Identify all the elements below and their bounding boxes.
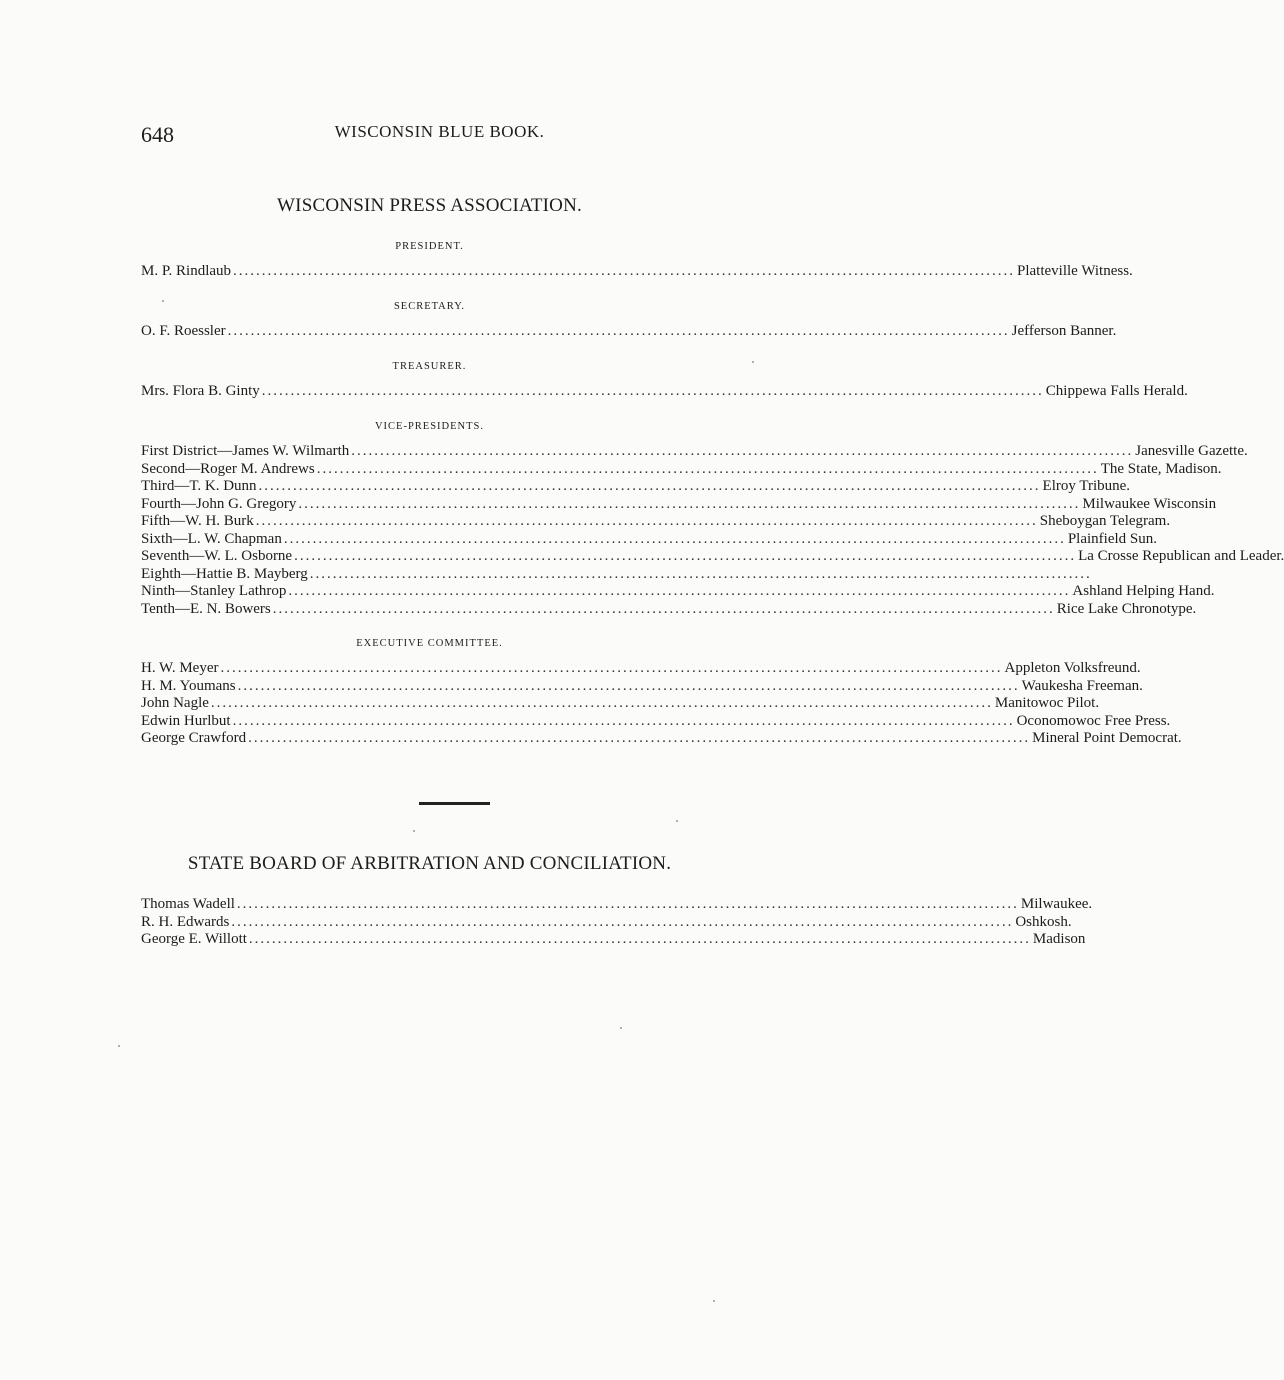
officer-newspaper: Jefferson Banner.: [1011, 323, 1117, 339]
officer-name: Eighth—Hattie B. Mayberg: [141, 565, 308, 582]
officer-name: Ninth—Stanley Lathrop: [141, 583, 287, 599]
list-item: [141, 694, 1100, 712]
list-item: [141, 460, 1222, 478]
heading-executive-committee: EXECUTIVE COMMITTEE.: [356, 638, 503, 649]
member-city: Milwaukee.: [1020, 896, 1093, 912]
president-row: [141, 262, 1133, 280]
leader-dots: ........................................................................................................................................: [236, 896, 1019, 912]
leader-dots: ........................................................................................................................................: [220, 660, 1003, 676]
list-item: [141, 477, 1131, 495]
list-item: [141, 712, 1171, 730]
scan-speck: [162, 300, 164, 302]
officer-name: M. P. Rindlaub: [141, 263, 232, 279]
scan-speck: [676, 820, 678, 822]
member-name: R. H. Edwards: [141, 913, 230, 930]
scan-speck: [413, 830, 415, 832]
list-item: [141, 677, 1143, 695]
member-newspaper: Oconomowoc Free Press.: [1016, 712, 1171, 729]
heading-secretary: SECRETARY.: [393, 301, 466, 312]
officer-newspaper: Milwaukee Wisconsin: [1082, 495, 1217, 512]
leader-dots: ........................................................................................................................................: [298, 495, 1081, 512]
list-item: [141, 512, 1171, 530]
list-item: [141, 895, 1093, 913]
leader-dots: ........................................................................................................................................: [283, 530, 1066, 547]
list-item: [141, 442, 1248, 460]
leader-dots: ........................................................................................................................................: [248, 931, 1031, 947]
scan-speck: [713, 1300, 715, 1302]
officer-name: Fifth—W. H. Burk: [141, 513, 254, 529]
running-head: [0, 122, 859, 142]
leader-dots: ........................................................................................................................................: [258, 478, 1041, 494]
officer-name: O. F. Roessler: [141, 323, 226, 339]
page-number: 648: [141, 122, 174, 147]
leader-dots: ........................................................................................................................................: [261, 383, 1044, 399]
officer-name: Second—Roger M. Andrews: [141, 460, 315, 477]
running-title: WISCONSIN BLUE BOOK.: [334, 122, 545, 141]
leader-dots: ........................................................................................................................................: [288, 583, 1071, 599]
officer-name: Third—T. K. Dunn: [141, 478, 257, 494]
list-item: [141, 582, 1215, 600]
heading-president: PRESIDENT.: [395, 241, 464, 252]
officer-newspaper: La Crosse Republican and Leader.: [1078, 548, 1284, 564]
officer-name: First District—James W. Wilmarth: [141, 443, 350, 459]
officer-name: Fourth—John G. Gregory: [141, 495, 297, 512]
section-title-press-association: WISCONSIN PRESS ASSOCIATION.: [277, 195, 582, 216]
officer-newspaper: Ashland Helping Hand.: [1072, 583, 1215, 599]
heading-vice-presidents: VICE-PRESIDENTS.: [374, 421, 485, 432]
list-item: [141, 930, 1086, 948]
list-item: [141, 659, 1141, 677]
list-item: [141, 565, 1092, 583]
list-item: [141, 729, 1182, 747]
section-title-arbitration-board: STATE BOARD OF ARBITRATION AND CONCILIATION.: [187, 853, 672, 874]
list-item: [141, 600, 1197, 618]
secretary-row: [141, 322, 1117, 340]
member-name: H. M. Youmans: [141, 677, 236, 694]
leader-dots: ........................................................................................................................................: [237, 677, 1020, 694]
member-name: John Nagle: [141, 695, 209, 711]
officer-name: Seventh—W. L. Osborne: [141, 548, 293, 564]
leader-dots: ........................................................................................................................................: [248, 730, 1031, 746]
member-newspaper: Waukesha Freeman.: [1021, 677, 1143, 694]
member-newspaper: Mineral Point Democrat.: [1032, 730, 1182, 746]
officer-name: Tenth—E. N. Bowers: [141, 600, 271, 617]
officer-newspaper: Plainfield Sun.: [1067, 530, 1158, 547]
member-name: H. W. Meyer: [141, 660, 219, 676]
officer-newspaper: Elroy Tribune.: [1042, 478, 1131, 494]
leader-dots: ........................................................................................................................................: [231, 913, 1014, 930]
leader-dots: ........................................................................................................................................: [309, 565, 1092, 582]
officer-newspaper: Platteville Witness.: [1017, 263, 1133, 279]
treasurer-row: [141, 382, 1188, 400]
leader-dots: ........................................................................................................................................: [232, 712, 1015, 729]
officer-newspaper: Rice Lake Chronotype.: [1056, 600, 1197, 617]
officer-newspaper: Janesville Gazette.: [1135, 443, 1248, 459]
officer-newspaper: Sheboygan Telegram.: [1039, 513, 1171, 529]
officer-newspaper: The State, Madison.: [1100, 460, 1222, 477]
section-divider-rule: [419, 802, 490, 805]
leader-dots: ........................................................................................................................................: [272, 600, 1055, 617]
list-item: [141, 913, 1072, 931]
list-item: [141, 495, 1217, 513]
member-newspaper: Manitowoc Pilot.: [994, 695, 1100, 711]
member-name: Thomas Wadell: [141, 896, 235, 912]
officer-name: Mrs. Flora B. Ginty: [141, 383, 260, 399]
scan-speck: [118, 1045, 120, 1047]
list-item: [141, 547, 1284, 565]
member-name: Edwin Hurlbut: [141, 712, 231, 729]
scan-speck: [752, 361, 754, 363]
leader-dots: ........................................................................................................................................: [316, 460, 1099, 477]
leader-dots: ........................................................................................................................................: [233, 263, 1016, 279]
officer-newspaper: Chippewa Falls Herald.: [1045, 383, 1188, 399]
member-newspaper: Appleton Volksfreund.: [1004, 660, 1141, 676]
leader-dots: ........................................................................................................................................: [255, 513, 1038, 529]
leader-dots: ........................................................................................................................................: [210, 695, 993, 711]
scan-speck: [620, 1027, 622, 1029]
member-name: George E. Willott: [141, 931, 247, 947]
member-city: Madison: [1032, 931, 1086, 947]
leader-dots: ........................................................................................................................................: [351, 443, 1134, 459]
leader-dots: ........................................................................................................................................: [227, 323, 1010, 339]
officer-name: Sixth—L. W. Chapman: [141, 530, 282, 547]
heading-treasurer: TREASURER.: [392, 361, 467, 372]
member-name: George Crawford: [141, 730, 247, 746]
leader-dots: ........................................................................................................................................: [294, 548, 1077, 564]
list-item: [141, 530, 1158, 548]
member-city: Oshkosh.: [1015, 913, 1072, 930]
